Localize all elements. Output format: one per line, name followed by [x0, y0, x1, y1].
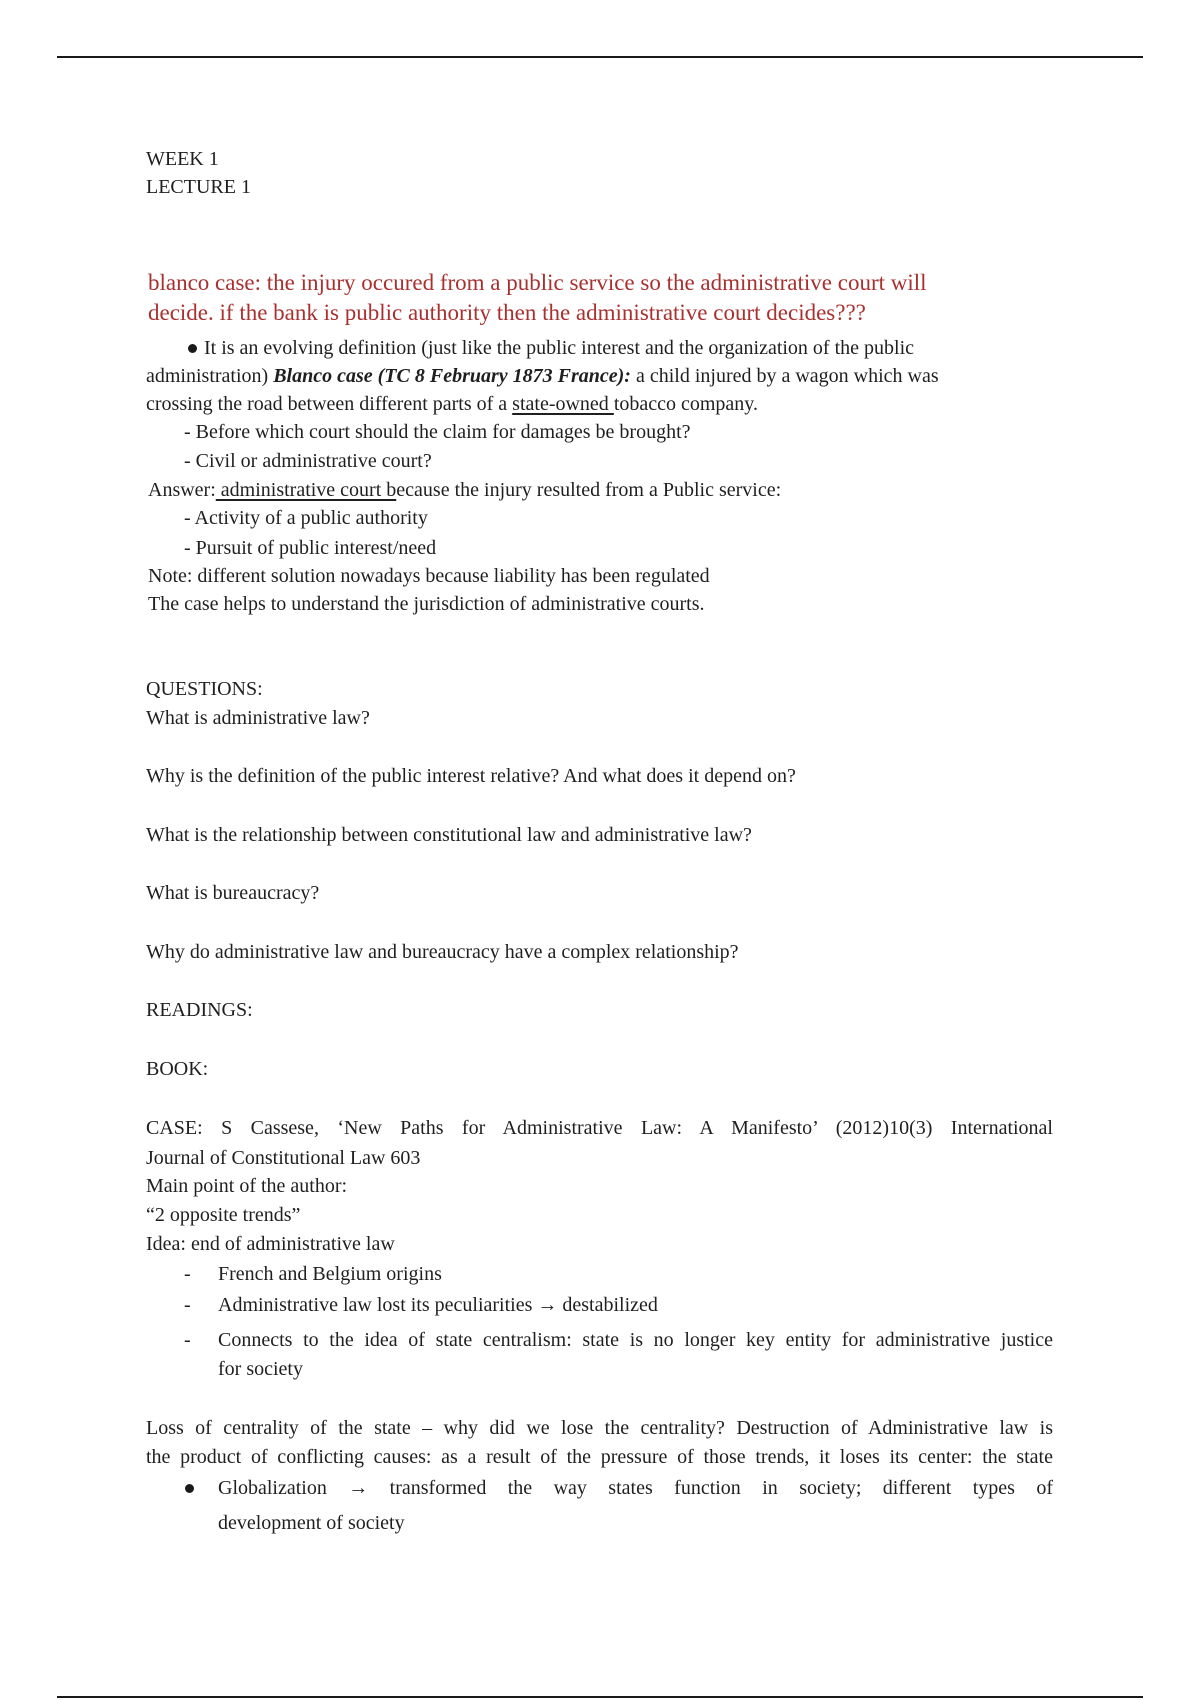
blanco-line-3: crossing the road between different parts of a state-owned tobacco company.	[146, 393, 759, 415]
globalization-line-1: Globalization → transformed the way states function in society; different types of	[218, 1477, 1053, 1499]
reason-interest: - Pursuit of public interest/need	[184, 537, 437, 559]
globalization-line-2: development of society	[218, 1512, 405, 1534]
lecture-label: LECTURE 1	[146, 176, 251, 198]
main-point: Main point of the author:	[146, 1175, 348, 1197]
book-heading: BOOK:	[146, 1058, 209, 1080]
dash-icon: -	[184, 1263, 191, 1285]
top-rule	[57, 56, 1143, 58]
list-item-continuation: for society	[218, 1358, 303, 1380]
question-item: What is the relationship between constitutional law and administrative law?	[146, 824, 752, 846]
readings-heading: READINGS:	[146, 999, 253, 1021]
list-item: Connects to the idea of state centralism: state is no longer key entity for administrative justice	[218, 1329, 1053, 1351]
bullet-icon	[185, 1484, 194, 1493]
question-item: What is bureaucracy?	[146, 882, 320, 904]
dash-icon: -	[184, 1294, 191, 1316]
case-citation-line-2: Journal of Constitutional Law 603	[146, 1147, 421, 1169]
bullet-icon	[188, 344, 197, 353]
red-note-line-1: blanco case: the injury occured from a public service so the administrative court will	[148, 270, 927, 295]
dash-icon: -	[184, 1329, 191, 1351]
question-civil: - Civil or administrative court?	[184, 450, 432, 472]
case-citation-line-1: CASE: S Cassese, ‘New Paths for Administrative Law: A Manifesto’ (2012)10(3) International	[146, 1117, 1053, 1139]
answer-line: Answer: administrative court because the injury resulted from a Public service:	[148, 479, 782, 501]
bottom-rule	[57, 1696, 1143, 1698]
note-line: Note: different solution nowadays because liability has been regulated	[148, 565, 710, 587]
list-item: Administrative law lost its peculiarities → destabilized	[218, 1294, 658, 1316]
list-item: French and Belgium origins	[218, 1263, 442, 1285]
question-court: - Before which court should the claim for damages be brought?	[184, 421, 691, 443]
red-note-line-2: decide. if the bank is public authority then the administrative court decides???	[148, 300, 866, 325]
loss-line-1: Loss of centrality of the state – why did we lose the centrality? Destruction of Administrative law is	[146, 1417, 1053, 1439]
idea-line: Idea: end of administrative law	[146, 1233, 395, 1255]
questions-heading: QUESTIONS:	[146, 678, 263, 700]
trends-quote: “2 opposite trends”	[146, 1204, 301, 1226]
question-item: Why do administrative law and bureaucracy have a complex relationship?	[146, 941, 739, 963]
reason-authority: - Activity of a public authority	[184, 507, 428, 529]
blanco-case-citation: Blanco case (TC 8 February 1873 France):	[273, 365, 631, 387]
help-line: The case helps to understand the jurisdiction of administrative courts.	[148, 593, 705, 615]
week-label: WEEK 1	[146, 148, 219, 170]
loss-line-2: the product of conflicting causes: as a result of the pressure of those trends, it loses its center: the state	[146, 1446, 1053, 1468]
question-item: What is administrative law?	[146, 707, 370, 729]
question-item: Why is the definition of the public interest relative? And what does it depend on?	[146, 765, 796, 787]
blanco-line-1: It is an evolving definition (just like the public interest and the organization of the public	[204, 337, 915, 359]
blanco-line-2: administration) Blanco case (TC 8 February 1873 France): a child injured by a wagon which was	[146, 365, 939, 387]
